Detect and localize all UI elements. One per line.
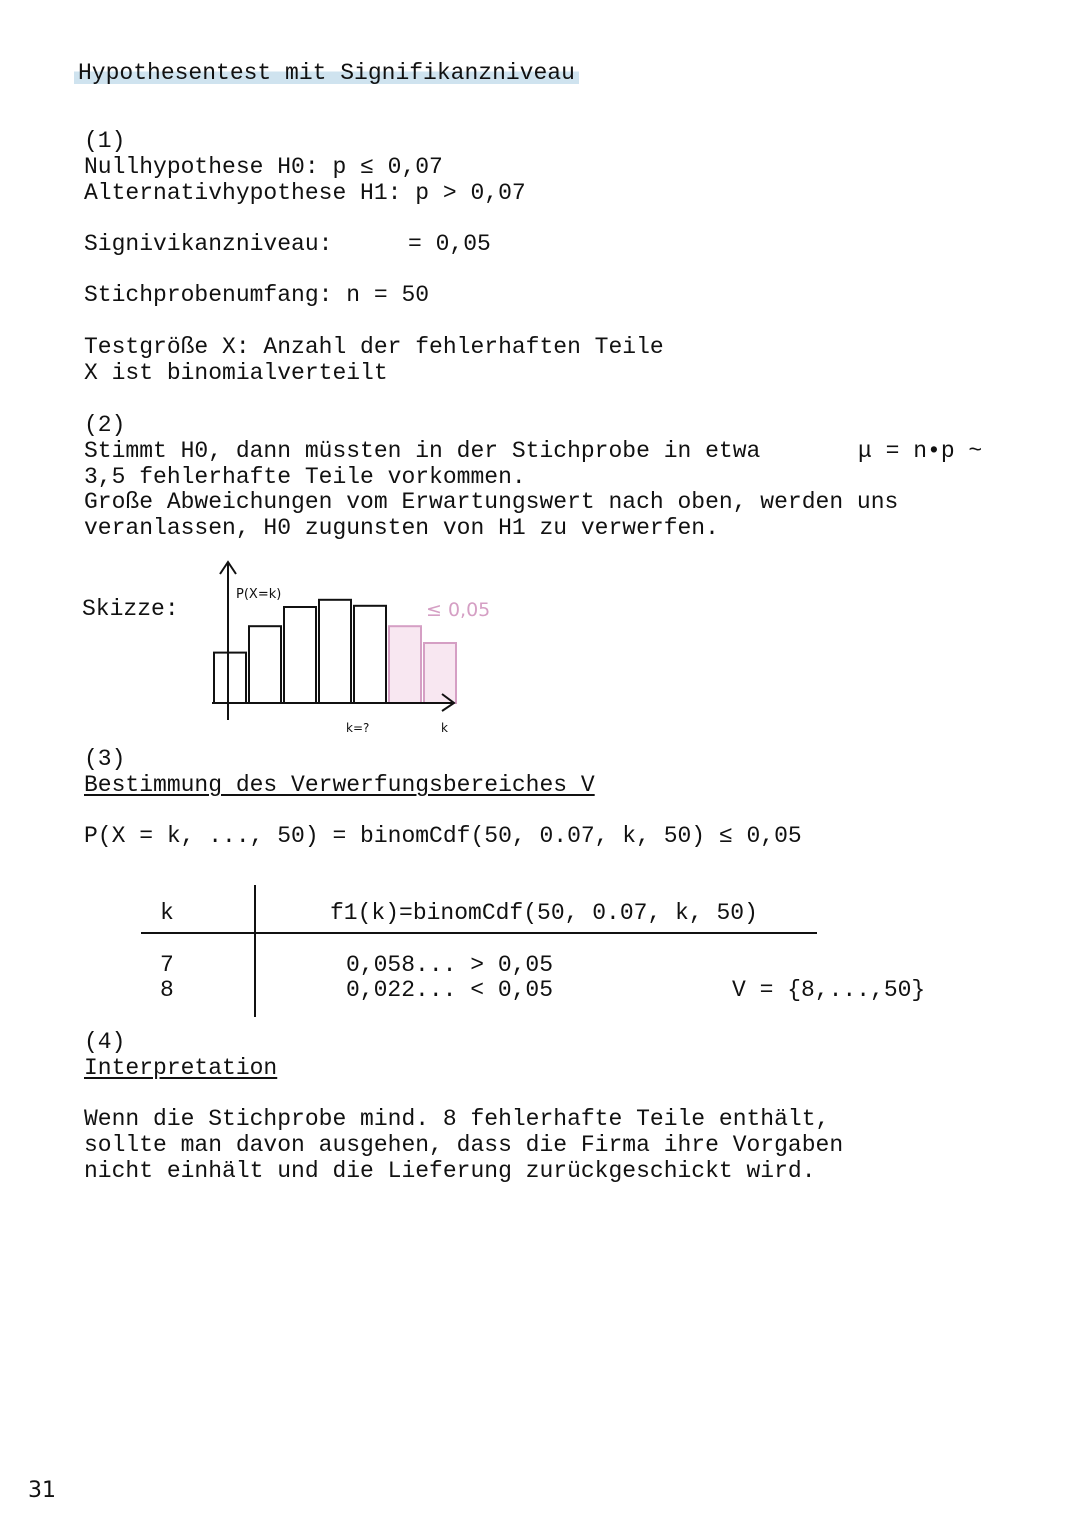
deviation-line-2: veranlassen, H0 zugunsten von H1 zu verwerfen. — [84, 515, 719, 541]
section-3-number: (3) — [84, 746, 126, 772]
page-number: 31 — [28, 1478, 56, 1503]
sketch-y-label: P(X=k) — [236, 587, 282, 602]
section-1-number: (1) — [84, 128, 126, 154]
expectation-line-1: Stimmt H0, dann müssten in der Stichprobe in etwa — [84, 438, 761, 464]
rejection-formula: P(X = k, ..., 50) = binomCdf(50, 0.07, k, 50) ≤ 0,05 — [84, 823, 802, 849]
section-2-number: (2) — [84, 412, 126, 438]
sketch-annotation: ≤ 0,05 — [426, 599, 491, 621]
table-row-k: 8 — [160, 977, 174, 1003]
table-header-f: f1(k)=binomCdf(50, 0.07, k, 50) — [330, 900, 758, 926]
interpretation-line-3: nicht einhält und die Lieferung zurückgeschickt wird. — [84, 1158, 816, 1184]
deviation-line-1: Große Abweichungen vom Erwartungswert nach oben, werden uns — [84, 489, 899, 515]
test-statistic: Testgröße X: Anzahl der fehlerhaften Teile — [84, 334, 664, 360]
table-vertical-line — [254, 885, 256, 1017]
expectation-line-2: 3,5 fehlerhafte Teile vorkommen. — [84, 464, 526, 490]
alpha-label: Signivikanzniveau: — [84, 231, 333, 257]
sketch-bars — [214, 600, 456, 703]
table-row-f: 0,022... < 0,05 — [346, 977, 554, 1003]
interpretation-heading: Interpretation — [84, 1055, 278, 1081]
sketch-bar — [249, 626, 281, 703]
table-row-k: 7 — [160, 952, 174, 978]
table-horizontal-line — [141, 932, 817, 934]
sketch-bar — [214, 653, 246, 703]
sketch-x-label: k — [441, 721, 448, 735]
null-hypothesis: Nullhypothese H0: p ≤ 0,07 — [84, 154, 443, 180]
alternative-hypothesis: Alternativhypothese H1: p > 0,07 — [84, 180, 526, 206]
sketch-bar-rejection — [424, 643, 456, 703]
page-title: Hypothesentest mit Signifikanzniveau — [74, 60, 579, 86]
sample-size: Stichprobenumfang: n = 50 — [84, 282, 430, 308]
rejection-region-heading: Bestimmung des Verwerfungsbereiches V — [84, 772, 595, 798]
sketch-k-marker: k=? — [346, 721, 370, 735]
table-header-k: k — [160, 900, 174, 926]
sketch-bar — [319, 600, 351, 703]
sketch-label: Skizze: — [82, 596, 179, 622]
alpha-value: = 0,05 — [408, 231, 491, 257]
sketch-bar — [284, 607, 316, 703]
interpretation-line-1: Wenn die Stichprobe mind. 8 fehlerhafte Teile enthält, — [84, 1106, 830, 1132]
interpretation-line-2: sollte man davon ausgehen, dass die Firma ihre Vorgaben — [84, 1132, 844, 1158]
table-row-f: 0,058... > 0,05 — [346, 952, 554, 978]
rejection-region-result: V = {8,...,50} — [732, 977, 926, 1003]
expectation-formula: μ = n•p ~ — [858, 438, 983, 464]
distribution-sketch — [200, 558, 520, 748]
sketch-bar — [354, 606, 386, 703]
section-4-number: (4) — [84, 1029, 126, 1055]
distribution-note: X ist binomialverteilt — [84, 360, 388, 386]
sketch-bar-rejection — [389, 626, 421, 703]
